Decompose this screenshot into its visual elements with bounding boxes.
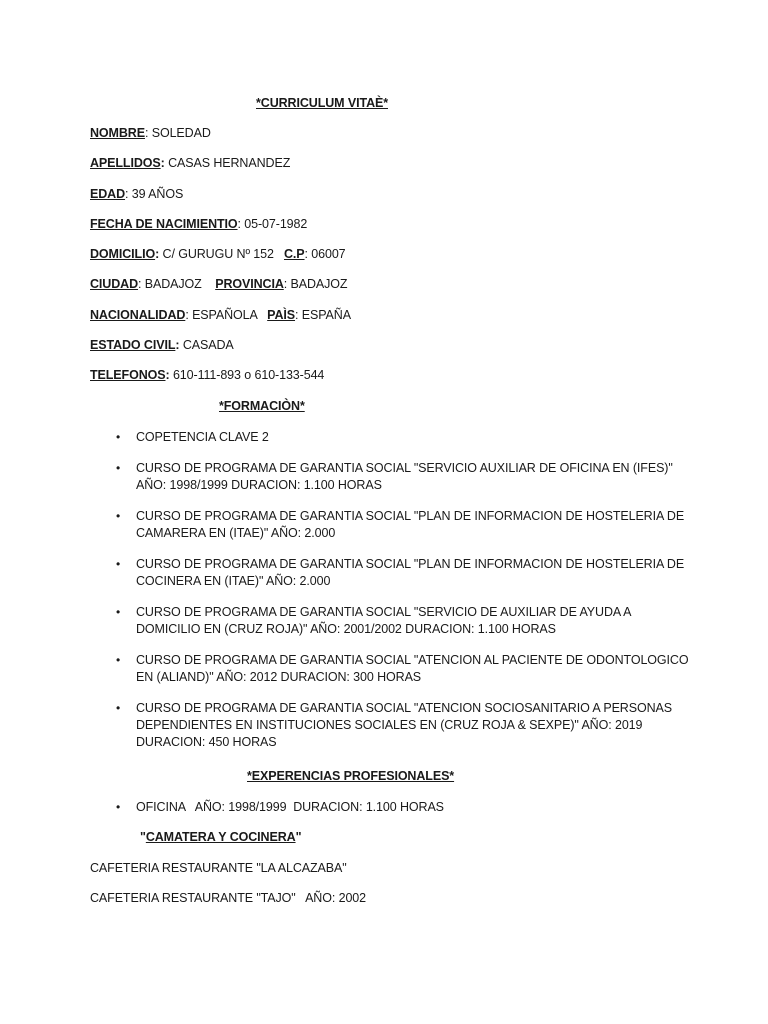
apellidos-label: APELLIDOS bbox=[90, 156, 161, 170]
list-item: • CURSO DE PROGRAMA DE GARANTIA SOCIAL "PLAN DE INFORMACION DE HOSTELERIA DE CAMARERA EN (ITAE)" AÑO: 2.000 bbox=[136, 508, 696, 542]
fecha-row bbox=[90, 216, 307, 232]
fecha-value: : 05-07-1982 bbox=[237, 217, 308, 231]
provincia-value: : BADAJOZ bbox=[283, 277, 348, 291]
estado-civil-colon: : bbox=[175, 338, 180, 352]
telefonos-label: TELEFONOS bbox=[90, 368, 166, 382]
formacion-list bbox=[136, 429, 696, 751]
formacion-heading: *FORMACIÒN* bbox=[219, 399, 305, 413]
experiencias-list bbox=[136, 799, 696, 816]
apellidos-value: CASAS HERNANDEZ bbox=[164, 156, 291, 170]
nacionalidad-row bbox=[90, 307, 351, 323]
fecha-label: FECHA DE NACIMIENTIO bbox=[90, 217, 238, 231]
domicilio-label: DOMICILIO bbox=[90, 247, 156, 261]
provincia-label: PROVINCIA bbox=[215, 277, 284, 291]
estado-civil-label: ESTADO CIVIL bbox=[90, 338, 176, 352]
cp-value: : 06007 bbox=[304, 247, 346, 261]
nacionalidad-value: : ESPAÑOLA bbox=[185, 308, 268, 322]
job-line: CAFETERIA RESTAURANTE "LA ALCAZABA" bbox=[90, 861, 347, 875]
list-item: • COPETENCIA CLAVE 2 bbox=[136, 429, 696, 446]
cv-title: *CURRICULUM VITAÈ* bbox=[256, 96, 388, 110]
experiencia-subheading: "CAMATERA Y COCINERA" bbox=[140, 830, 302, 844]
ciudad-label: CIUDAD bbox=[90, 277, 139, 291]
edad-value: : 39 AÑOS bbox=[125, 187, 184, 201]
domicilio-row bbox=[90, 246, 346, 262]
edad-row bbox=[90, 186, 183, 202]
ciudad-value: : BADAJOZ bbox=[138, 277, 216, 291]
list-item: • CURSO DE PROGRAMA DE GARANTIA SOCIAL "SERVICIO AUXILIAR DE OFICINA EN (IFES)" AÑO: 1998/1999 DURACION: 1.100 HORAS bbox=[136, 460, 696, 494]
cp-label: C.P bbox=[283, 247, 305, 261]
apellidos-colon: : bbox=[160, 156, 165, 170]
estado-civil-value: CASADA bbox=[179, 338, 234, 352]
nombre-row bbox=[90, 125, 211, 141]
domicilio-value: C/ GURUGU Nº 152 bbox=[159, 247, 284, 261]
nombre-value: : SOLEDAD bbox=[144, 126, 211, 140]
list-item: • CURSO DE PROGRAMA DE GARANTIA SOCIAL "SERVICIO DE AUXILIAR DE AYUDA A DOMICILIO EN (CRUZ ROJA)" AÑO: 2001/2002 DURACION: 1.100 HORAS bbox=[136, 604, 696, 638]
list-item: • CURSO DE PROGRAMA DE GARANTIA SOCIAL "ATENCION AL PACIENTE DE ODONTOLOGICO EN (ALIAND)" AÑO: 2012 DURACION: 300 HORAS bbox=[136, 652, 696, 686]
ciudad-row bbox=[90, 276, 347, 292]
estado-civil-row bbox=[90, 337, 234, 353]
apellidos-row bbox=[90, 155, 290, 171]
pais-value: : ESPAÑA bbox=[295, 308, 351, 322]
pais-label: PAÌS bbox=[267, 308, 296, 322]
telefonos-row bbox=[90, 367, 324, 383]
nombre-label: NOMBRE bbox=[90, 126, 145, 140]
list-item: • CURSO DE PROGRAMA DE GARANTIA SOCIAL "ATENCION SOCIOSANITARIO A PERSONAS DEPENDIENTES EN INSTITUCIONES SOCIALES EN (CRUZ ROJA & SEXPE)" AÑO: 2019 DURACION: 450 HORAS bbox=[136, 700, 696, 751]
experiencias-heading: *EXPERENCIAS PROFESIONALES* bbox=[247, 769, 455, 783]
domicilio-colon: : bbox=[155, 247, 160, 261]
list-item: • CURSO DE PROGRAMA DE GARANTIA SOCIAL "PLAN DE INFORMACION DE HOSTELERIA DE COCINERA EN (ITAE)" AÑO: 2.000 bbox=[136, 556, 696, 590]
telefonos-value: 610-111-893 o 610-133-544 bbox=[169, 368, 325, 382]
job-line: CAFETERIA RESTAURANTE "TAJO" AÑO: 2002 bbox=[90, 891, 367, 905]
edad-label: EDAD bbox=[90, 187, 126, 201]
nacionalidad-label: NACIONALIDAD bbox=[90, 308, 186, 322]
telefonos-colon: : bbox=[165, 368, 170, 382]
list-item: • OFICINA AÑO: 1998/1999 DURACION: 1.100 HORAS bbox=[136, 799, 696, 816]
